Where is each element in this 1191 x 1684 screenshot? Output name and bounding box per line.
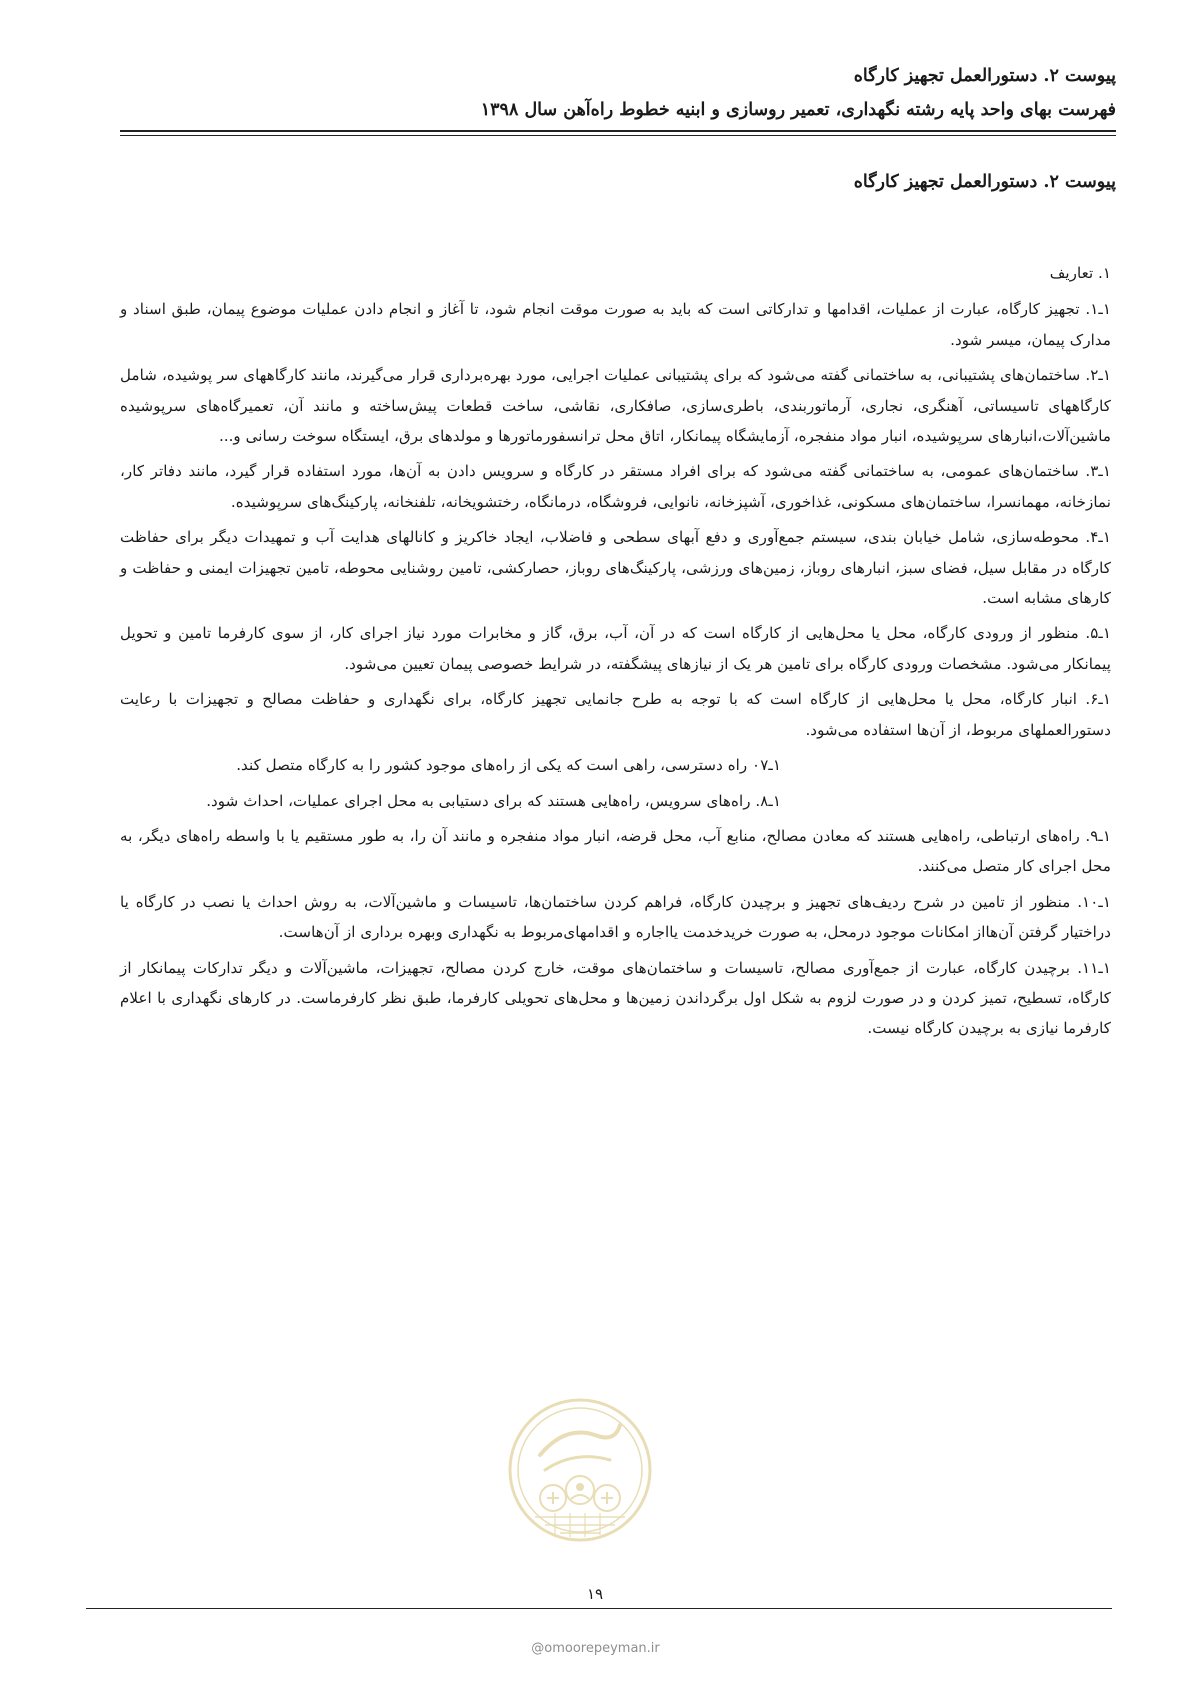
page-number: ۱۹ bbox=[586, 1585, 604, 1603]
paragraph-1-10: ۱ـ۱۰. منظور از تامین در شرح ردیف‌های تجهیز و برچیدن کارگاه، فراهم کردن ساختمان‌ها، تاسیسات و ماشین‌آلات، به روش احداث یا نصب در کارگاه یا دراختیار گرفتن آن‌هااز امکانات موجود درمحل، به صورت خریدخدمت یااجاره و اقدامهای‌مربوط به نگهداری وبهره برداری از آن‌هاست. bbox=[120, 892, 1111, 942]
header-subtitle: فهرست بهای واحد پایه رشته نگهداری، تعمیر روسازی و ابنیه خطوط راه‌آهن سال ۱۳۹۸ bbox=[480, 100, 1116, 120]
paragraph-1-2: ۱ـ۲. ساختمان‌های پشتیبانی، به ساختمانی گفته می‌شود که برای پشتیبانی عملیات اجرایی، مورد بهره‌برداری قرار می‌گیرند، مانند کارگاههای سر پوشیده، شامل کارگاههای تاسیساتی، آهنگری، نجاری، آرماتوربندی، باطری‌سازی، صافکاری، نقاشی، ساخت قطعات پیش‌ساخته و مانند آن، تعمیرگاه‌های سرپوشیده ماشین‌آلات،انبارهای سرپوشیده، انبار مواد منفجره، آزمایشگاه پیمانکار، اتاق محل ترانسفورماتورها و مولدهای برق، ایستگاه سوخت رسانی و... bbox=[120, 366, 1111, 446]
paragraph-1-7: ۱ـ۰۷ راه دسترسی، راهی است که یکی از راه‌های موجود کشور را به کارگاه متصل کند. bbox=[236, 756, 781, 775]
section-title: پیوست ۲. دستورالعمل تجهیز کارگاه bbox=[853, 172, 1116, 192]
paragraph-1-8: ۱ـ۸. راه‌های سرویس، راه‌هایی هستند که برای دستیابی به محل اجرای عملیات، احداث شود. bbox=[206, 791, 781, 810]
paragraph-1-6: ۱ـ۶. انبار کارگاه، محل یا محل‌هایی از کارگاه است که با توجه به طرح جانمایی تجهیز کارگاه، برای نگهداری و حفاظت مصالح و تجهیزات با رعایت دستورالعملهای مربوط، از آن‌ها استفاده می‌شود. bbox=[120, 690, 1111, 739]
document-body bbox=[120, 258, 1111, 1049]
definitions-heading: ۱. تعاریف bbox=[1049, 264, 1111, 282]
paragraph-1-3: ۱ـ۳. ساختمان‌های عمومی، به ساختمانی گفته می‌شود که برای افراد مستقر در کارگاه و سرویس دادن به آن‌ها، مورد استفاده قرار گیرد، مانند دفاتر کار، نمازخانه، مهمانسرا، ساختمان‌های مسکونی، غذاخوری، آشپزخانه، نانوایی، فروشگاه، درمانگاه، رختشویخانه، تلفنخانه، پارکینگ‌های سرپوشیده. bbox=[120, 462, 1111, 511]
website-watermark: @omoorepeyman.ir bbox=[531, 1641, 660, 1656]
footer-rule bbox=[86, 1608, 1112, 1609]
paragraph-1-5: ۱ـ۵. منظور از ورودی کارگاه، محل یا محل‌هایی از کارگاه است که در آن، آب، برق، گاز و مخابرات مورد نیاز اجرای کار، از سوی کارفرما تامین و تحویل پیمانکار می‌شود. مشخصات ورودی کارگاه برای تامین هر یک از نیازهای پیشگفته، در شرایط خصوصی پیمان تعیین می‌شود. bbox=[120, 624, 1111, 673]
header-rule-thin bbox=[120, 135, 1116, 136]
header-rule-thick bbox=[120, 130, 1116, 132]
paragraph-1-4: ۱ـ۴. محوطه‌سازی، شامل خیابان بندی، سیستم جمع‌آوری و دفع آبهای سطحی و فاضلاب، ایجاد خاکریز و کانالهای هدایت آب و تمهیدات دیگر برای حفاظت کارگاه در مقابل سیل، فضای سبز، انبارهای روباز، زمین‌های ورزشی، پارکینگ‌های روباز، حصارکشی، تامین روشنایی محوطه، تامین تجهیزات ایمنی و حفاظت و کارهای مشابه است. bbox=[120, 528, 1111, 608]
omoore-peyman-logo-icon bbox=[505, 1395, 655, 1545]
paragraph-1-9: ۱ـ۹. راه‌های ارتباطی، راه‌هایی هستند که معادن مصالح، منابع آب، محل قرضه، انبار مواد منفجره و مانند آن را، به طور مستقیم یا با واسطه راه‌های دیگر، به محل اجرای کار متصل می‌کنند. bbox=[120, 826, 1111, 876]
header-title: پیوست ۲. دستورالعمل تجهیز کارگاه bbox=[853, 66, 1116, 86]
paragraph-1-1: ۱ـ۱. تجهیز کارگاه، عبارت از عملیات، اقدامها و تدارکاتی است که باید به صورت موقت انجام شود، تا آغاز و انجام دادن عملیات موضوع پیمان، طبق اسناد و مدارک پیمان، میسر شود. bbox=[120, 300, 1111, 349]
paragraph-1-11: ۱ـ۱۱. برچیدن کارگاه، عبارت از جمع‌آوری مصالح، تاسیسات و ساختمان‌های موقت، خارج کردن مصالح، تجهیزات، ماشین‌آلات و دیگر تدارکات پیمانکار از کارگاه، تسطیح، تمیز کردن و در صورت لزوم به شکل اول برگرداندن زمین‌ها و محل‌های تحویلی کارفرما، طبق نظر کارفرماست. در کارهای نگهداری با اعلام کارفرما نیازی به برچیدن کارگاه نیست. bbox=[120, 958, 1111, 1038]
